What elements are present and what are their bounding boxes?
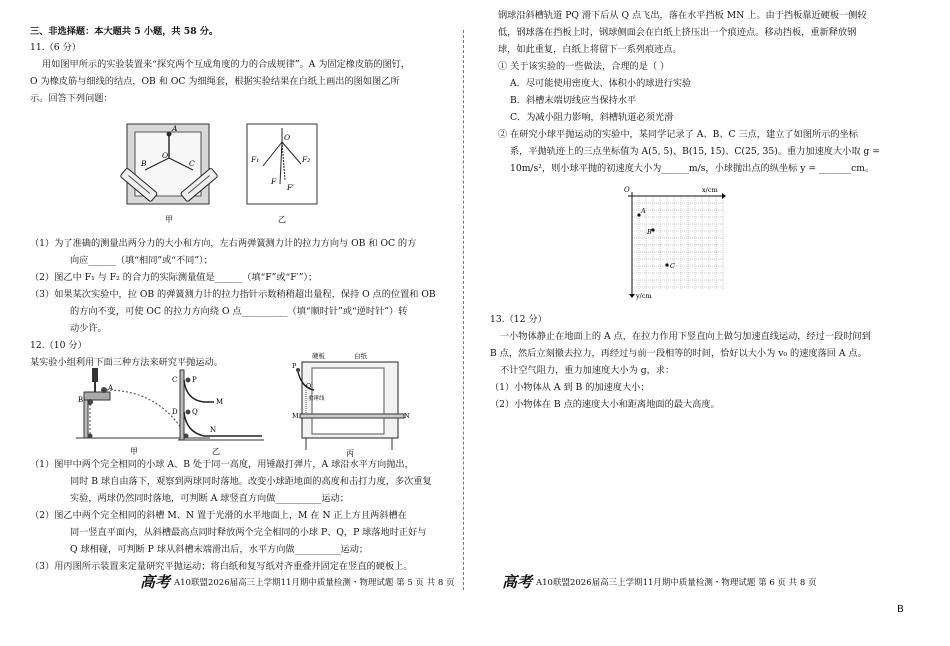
- point-C-label: C: [670, 262, 675, 270]
- page-footer: [502, 575, 816, 592]
- page-footer: [140, 575, 454, 592]
- q12-continued: 钢球沿斜槽轨道 PQ 滑下后从 Q 点飞出，落在水平挡板 MN 上。由于挡板靠近硬板一侧较: [498, 10, 867, 21]
- q12-sub1: （1）图甲中两个完全相同的小球 A、B 处于同一高度，用锤敲打弹片，A 球沿水平方向抛出，: [30, 459, 414, 470]
- q11-figure-jia: [115, 118, 220, 228]
- fig-label-board: 硬板: [312, 352, 325, 360]
- q12-option-b: B．斜槽末端切线应当保持水平: [510, 95, 637, 106]
- q11-intro: O 为橡皮筋与细线的结点，OB 和 OC 为细绳套，根据实验结果在白纸上画出的图如图乙所: [30, 76, 400, 87]
- q12-figure-yi: [172, 366, 267, 458]
- trajectory-grid: [618, 180, 728, 300]
- fig-label-P: P: [192, 376, 197, 384]
- fig-label-B: B: [141, 159, 147, 168]
- y-axis-label: y/cm: [636, 292, 652, 300]
- q12-figure-bing: [292, 348, 412, 458]
- fig-label-F1: F₁: [251, 155, 260, 164]
- q12-sub3: （3）用丙图所示装置来定量研究平抛运动；将白纸和复写纸对齐重叠并固定在竖直的硬板上。: [30, 561, 413, 572]
- fig-label-O: O: [284, 133, 291, 142]
- logo-icon: 高考: [140, 573, 171, 591]
- grid-origin-label: O: [624, 186, 630, 194]
- q12-option-c: C．为减小阻力影响，斜槽轨道必须光滑: [510, 112, 674, 123]
- q11-intro: 示。回答下列问题：: [30, 93, 113, 104]
- q11-sub1: 向应______（填“相同”或“不同”）；: [70, 255, 213, 266]
- q12-option-a: A．尽可能使用密度大、体积小的球进行实验: [510, 78, 692, 89]
- q12-sub2b: 10m/s²，则小球平抛的初速度大小为______m/s，小球抛出点的纵坐标 y = _______cm。: [510, 163, 875, 174]
- fig-label-A: A: [108, 384, 114, 392]
- q12-number: 12.（10 分）: [30, 340, 87, 351]
- q11-intro: 用如图甲所示的实验装置来“探究两个互成角度的力的合成规律”。A 为固定橡皮筋的图钉，: [42, 59, 411, 70]
- fig-label-N: N: [404, 412, 410, 420]
- q11-figure-yi: [245, 118, 320, 228]
- q11-sub3: 的方向不变，可使 OC 的拉力方向绕 O 点__________（填“顺时针”或“逆时针”）转: [70, 306, 408, 317]
- q13-number: 13.（12 分）: [490, 314, 547, 325]
- fig-label-B: B: [78, 396, 84, 404]
- q12-continued: 低，钢球落在挡板上时，钢球侧面会在白纸上挤压出一个痕迹点。移动挡板，重新释放钢: [498, 27, 857, 38]
- figure-caption-jia: 甲: [130, 447, 138, 456]
- q12-sub1: 实验，两球仍然同时落地，可判断 A 球竖直方向做__________运动；: [70, 493, 349, 504]
- fig-label-M: M: [292, 412, 299, 420]
- q11-sub1: （1）为了准确的测量出两分力的大小和方向，左右两弹簧测力计的拉力方向与 OB 和 OC 的方: [30, 238, 417, 249]
- fig-label-D: D: [172, 408, 178, 416]
- q12-intro: 某实验小组利用下面三种方法来研究平抛运动。: [30, 357, 223, 368]
- footer-text: A10联盟2026届高三上学期11月期中质量检测・物理试题 第 6 页 共 8 页: [536, 578, 817, 588]
- left-page: [30, 0, 470, 646]
- q12-sub2: Q 球相碰，可判断 P 球从斜槽末端滑出后，水平方向做__________运动；: [70, 544, 369, 555]
- fig-label-P: P: [292, 362, 297, 370]
- q11-number: 11.（6 分）: [30, 42, 81, 53]
- fig-label-F2: F₂: [302, 155, 311, 164]
- figure-caption-yi: 乙: [278, 215, 286, 224]
- fig-label-C: C: [172, 376, 178, 384]
- point-B-label: B: [647, 228, 652, 236]
- q12-choice-question: ① 关于该实验的一些做法，合理的是（ ）: [498, 61, 670, 72]
- q12-sub2: （2）图乙中两个完全相同的斜槽 M、N 置于光滑的水平地面上，M 在 N 正上方且两斜槽在: [30, 510, 407, 521]
- q11-sub3: （3）如果某次实验中，拉 OB 的弹簧测力计的拉力指针示数稍稍超出量程，保持 O 点的位置和 OB: [30, 289, 436, 300]
- fig-label-F: F: [271, 177, 277, 186]
- fig-label-N: N: [210, 426, 217, 434]
- logo-icon: 高考: [502, 573, 533, 591]
- q11-sub3: 动少许。: [70, 323, 107, 334]
- point-B: [651, 228, 654, 231]
- q12-sub2b: ② 在研究小球平抛运动的实验中，某同学记录了 A、B、C 三点，建立了如图所示的坐标: [498, 129, 858, 140]
- q12-sub1: 同时 B 球自由落下，观察到两球同时落地。改变小球距地面的高度和击打力度，多次重复: [70, 476, 432, 487]
- section-title: 三、非选择题：本大题共 5 小题，共 58 分。: [30, 26, 219, 37]
- q11-sub2: （2）图乙中 F₁ 与 F₂ 的合力的实际测量值是______（填“F”或“F′”）；: [30, 272, 318, 283]
- x-axis-label: x/cm: [702, 186, 718, 194]
- q13-sub2: （2）小物体在 B 点的速度大小和距离地面的最大高度。: [490, 399, 720, 410]
- fig-label-M: M: [216, 398, 224, 406]
- q12-sub2b: 系，平抛轨迹上的三点坐标值为 A(5, 5)、B(15, 15)、C(25, 35)。重力加速度大小取 g =: [510, 146, 880, 157]
- column-divider: [463, 30, 464, 590]
- figure-caption-yi: 乙: [212, 447, 220, 456]
- q13-text: 一小物体静止在地面上的 A 点，在拉力作用下竖直向上做匀加速直线运动，经过一段时间到: [500, 331, 871, 342]
- q12-sub2: 同一竖直平面内，从斜槽最高点同时释放两个完全相同的小球 P、Q，P 球落地时正好与: [70, 527, 427, 538]
- q13-sub1: （1）小物体从 A 到 B 的加速度大小；: [490, 382, 650, 393]
- fig-label-plumb: 重锤线: [308, 396, 325, 402]
- fig-label-Q: Q: [306, 382, 312, 390]
- point-A-label: A: [641, 207, 646, 215]
- footer-text: A10联盟2026届高三上学期11月期中质量检测・物理试题 第 5 页 共 8 页: [174, 578, 455, 588]
- right-page: [490, 0, 930, 646]
- figure-caption-bing: 丙: [346, 449, 354, 458]
- q13-text: B 点，然后立刻撤去拉力，再经过与前一段相等的时间，恰好以大小为 v₀ 的速度落回 A 点。: [490, 348, 867, 359]
- corner-letter: B: [897, 604, 904, 615]
- point-C: [665, 263, 668, 266]
- fig-label-Q: Q: [192, 408, 198, 416]
- fig-label-O: O: [162, 151, 169, 160]
- q12-continued: 球，如此重复，白纸上将留下一系列痕迹点。: [498, 44, 682, 55]
- fig-label-C: C: [189, 159, 195, 168]
- figure-caption-jia: 甲: [165, 215, 173, 224]
- fig-label-Fprime: F′: [287, 183, 294, 192]
- hammer-icon: [92, 368, 98, 382]
- q13-text: 不计空气阻力，重力加速度大小为 g，求：: [500, 365, 675, 376]
- fig-label-A: A: [172, 124, 178, 133]
- fig-label-paper: 白纸: [354, 352, 367, 360]
